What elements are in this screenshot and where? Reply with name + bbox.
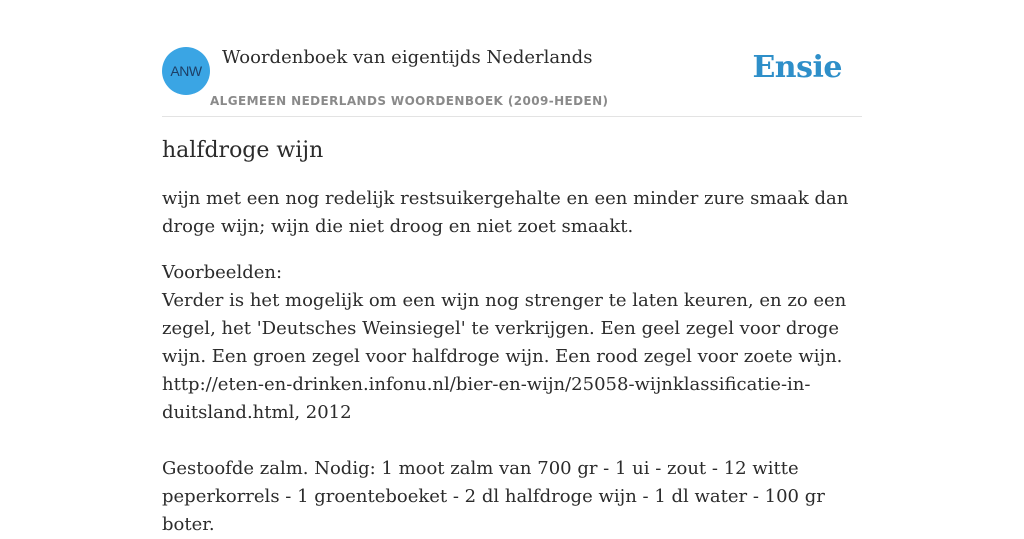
examples-label: Voorbeelden: [162,262,283,283]
entry-headword: halfdroge wijn [162,138,324,163]
dictionary-subtitle: ALGEMEEN NEDERLANDS WOORDENBOEK (2009-HEDEN) [210,94,609,108]
example-spacer [162,427,867,455]
site-header [162,38,862,117]
example-2-text: Gestoofde zalm. Nodig: 1 moot zalm van 700 gr - 1 ui - zout - 12 witte peperkorrels - 1 groenteboeket - 2 dl halfdroge wijn - 1 dl water - 100 gr boter. [162,458,825,535]
dictionary-title[interactable]: Woordenboek van eigentijds Nederlands [222,47,593,68]
examples-section [162,259,867,539]
entry-definition: wijn met een nog redelijk restsuikergehalte en een minder zure smaak dan droge wijn; wijn die niet droog en niet zoet smaakt. [162,188,849,237]
example-1-text: Verder is het mogelijk om een wijn nog strenger te laten keuren, en zo een zegel, het 'Deutsches Weinsiegel' te verkrijgen. Een geel zegel voor droge wijn. Een groen zegel voor halfdroge wijn. Een rood zegel voor zoete wijn. [162,290,847,367]
ensie-brand-logo[interactable]: Ensie [752,50,842,85]
entry-content [162,138,867,539]
anw-logo-text: ANW [170,63,202,79]
example-1-source: http://eten-en-drinken.infonu.nl/bier-en-wijn/25058-wijnklassificatie-in-duitsland.html, 2012 [162,374,811,423]
anw-logo[interactable] [162,47,210,95]
